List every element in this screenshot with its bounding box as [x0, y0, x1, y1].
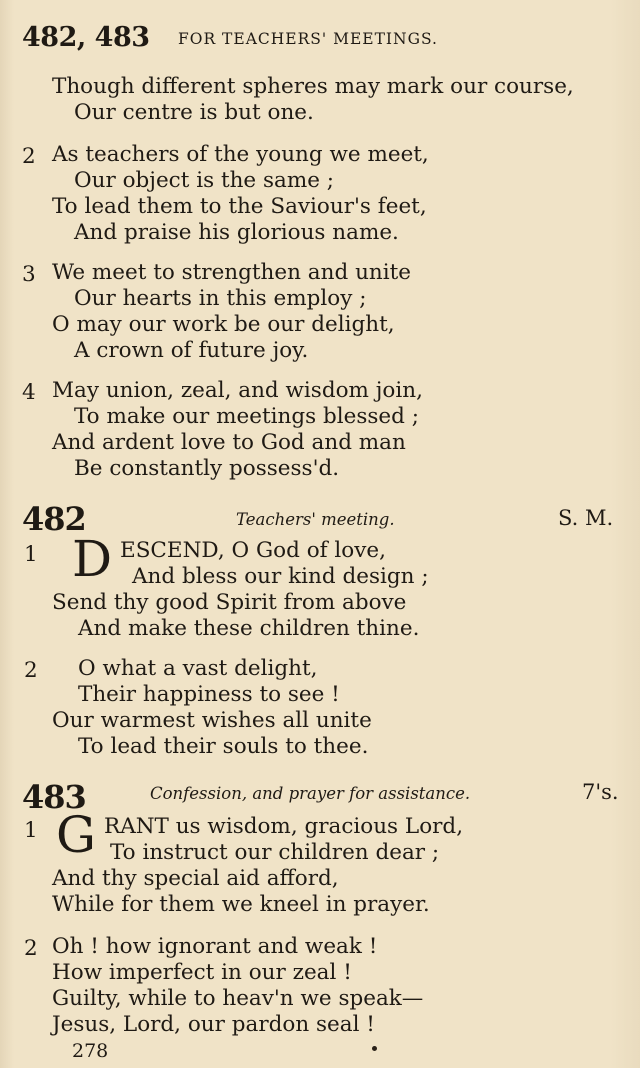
- verse-line: To make our meetings blessed ;: [74, 404, 419, 429]
- continued-line: Our centre is but one.: [74, 100, 314, 125]
- hymn-title: Teachers' meeting.: [236, 510, 395, 529]
- hymn-number: 483: [22, 778, 86, 816]
- verse-line: RANT us wisdom, gracious Lord,: [104, 814, 464, 839]
- hymn-meter: S. M.: [558, 506, 614, 530]
- drop-cap: D: [72, 530, 113, 588]
- verse-line: And make these children thine.: [78, 616, 420, 641]
- print-mark: [372, 1046, 377, 1051]
- verse-line: May union, zeal, and wisdom join,: [52, 378, 423, 403]
- verse-line: And ardent love to God and man: [52, 430, 406, 455]
- verse-line: And bless our kind design ;: [132, 564, 429, 589]
- verse-line: Our hearts in this employ ;: [74, 286, 367, 311]
- stanza-number: 3: [22, 262, 36, 287]
- page-number: 278: [72, 1040, 109, 1062]
- verse-line: How imperfect in our zeal !: [52, 960, 352, 985]
- running-header-hymn-numbers: 482, 483: [22, 22, 150, 53]
- verse-line: And thy special aid afford,: [52, 866, 339, 891]
- verse-line: And praise his glorious name.: [74, 220, 399, 245]
- verse-line: To lead them to the Saviour's feet,: [52, 194, 427, 219]
- verse-line: To lead their souls to thee.: [78, 734, 369, 759]
- stanza-number: 4: [22, 380, 36, 405]
- verse-line: O may our work be our delight,: [52, 312, 395, 337]
- hymn-title: Confession, and prayer for assistance.: [150, 784, 471, 803]
- stanza-number: 2: [22, 144, 36, 169]
- continued-line: Though different spheres may mark our course,: [52, 74, 574, 99]
- verse-line: As teachers of the young we meet,: [52, 142, 429, 167]
- verse-line: Be constantly possess'd.: [74, 456, 340, 481]
- verse-line: Our object is the same ;: [74, 168, 335, 193]
- running-header-title: FOR TEACHERS' MEETINGS.: [178, 30, 438, 48]
- verse-line: Our warmest wishes all unite: [52, 708, 372, 733]
- verse-line: While for them we kneel in prayer.: [52, 892, 430, 917]
- verse-line: Oh ! how ignorant and weak !: [52, 934, 378, 959]
- stanza-number: 2: [24, 936, 38, 961]
- hymn-number: 482: [22, 500, 86, 538]
- verse-line: Send thy good Spirit from above: [52, 590, 407, 615]
- drop-cap: G: [56, 806, 96, 864]
- verse-line: Guilty, while to heav'n we speak—: [52, 986, 424, 1011]
- verse-line: Jesus, Lord, our pardon seal !: [52, 1012, 375, 1037]
- verse-line: A crown of future joy.: [74, 338, 309, 363]
- verse-line: ESCEND, O God of love,: [120, 538, 386, 563]
- verse-line: Their happiness to see !: [78, 682, 340, 707]
- hymn-meter: 7's.: [582, 780, 619, 804]
- stanza-number: 1: [24, 542, 38, 567]
- verse-line: O what a vast delight,: [78, 656, 318, 681]
- verse-line: We meet to strengthen and unite: [52, 260, 412, 285]
- verse-line: To instruct our children dear ;: [110, 840, 440, 865]
- stanza-number: 1: [24, 818, 38, 843]
- stanza-number: 2: [24, 658, 38, 683]
